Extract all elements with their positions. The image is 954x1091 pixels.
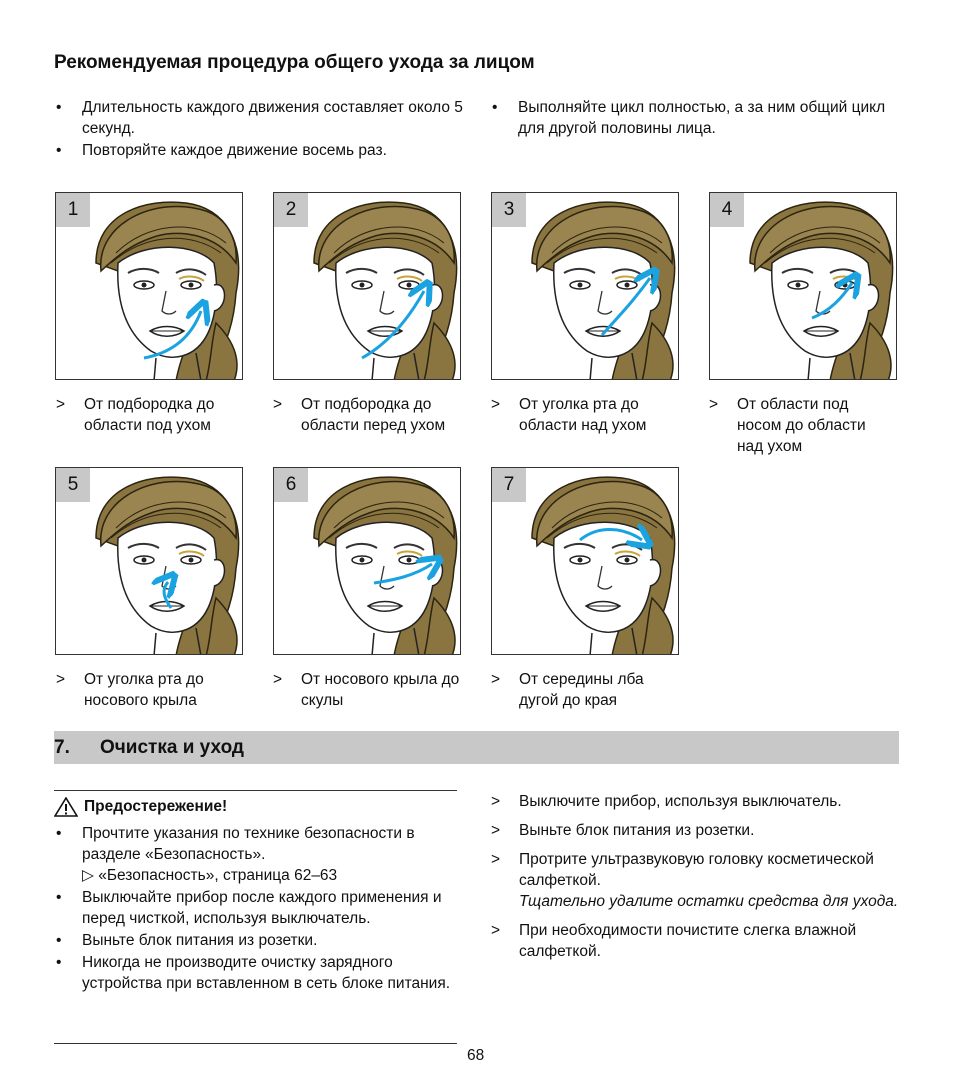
step-image-1 — [55, 192, 243, 380]
intro-item: • Повторяйте каждое движение восемь раз. — [54, 140, 474, 161]
intro-list-right — [490, 97, 910, 140]
caption-text: От подбородка до области под ухом — [84, 396, 215, 434]
caption-marker: > — [273, 671, 283, 688]
intro-list-left — [54, 97, 474, 162]
warning-item — [54, 823, 457, 886]
caption-marker: > — [491, 671, 501, 688]
warning-box — [54, 790, 457, 1044]
step-number: 5 — [56, 468, 90, 502]
warning-item: • Никогда не производите очистку зарядного устройства при вставленном в сеть блоке питания. — [54, 952, 457, 994]
step-number: 7 — [492, 468, 526, 502]
step-number: 3 — [492, 193, 526, 227]
step-image-7 — [491, 467, 679, 655]
step-marker: > — [491, 822, 501, 839]
caption-marker: > — [709, 396, 719, 413]
warning-list — [54, 823, 457, 995]
section-number: 7. — [54, 737, 70, 758]
step-marker: > — [491, 922, 501, 939]
warning-triangle-icon — [54, 797, 78, 817]
intro-item: • Выполняйте цикл полностью, а за ним общий цикл для другой половины лица. — [490, 97, 910, 139]
caption-text: От уголка рта до носового крыла — [84, 671, 204, 709]
caption-text: От подбородка до области перед ухом — [301, 396, 446, 434]
step-image-3 — [491, 192, 679, 380]
warning-item-text: Прочтите указания по технике безопасности в разделе «Безопасность». — [82, 825, 415, 863]
section-header — [54, 731, 899, 764]
warning-item: • Выньте блок питания из розетки. — [54, 930, 457, 951]
page-title: Рекомендуемая процедура общего ухода за лицом — [54, 52, 535, 73]
step-text: Выключите прибор, используя выключатель. — [519, 793, 842, 810]
step-image-5 — [55, 467, 243, 655]
step-text: При необходимости почистите слегка влажной салфеткой. — [519, 922, 857, 960]
caption-marker: > — [56, 671, 66, 688]
safety-reference[interactable] — [82, 867, 337, 884]
step-number: 4 — [710, 193, 744, 227]
cleaning-step — [491, 849, 901, 912]
warning-heading-text: Предостережение! — [84, 798, 228, 815]
intro-item: • Длительность каждого движения составляет около 5 секунд. — [54, 97, 474, 139]
step-marker: > — [491, 851, 501, 868]
caption-text: От области под носом до области над ухом — [737, 396, 866, 455]
step-image-2 — [273, 192, 461, 380]
warning-heading — [54, 797, 227, 817]
cleaning-step — [491, 920, 901, 962]
reference-arrow-icon: ▷ — [82, 867, 94, 884]
step-text: Протрите ультразвуковую головку косметической салфеткой. — [519, 851, 874, 889]
step-image-6 — [273, 467, 461, 655]
caption-text: От носового крыла до скулы — [301, 671, 460, 709]
step-number: 1 — [56, 193, 90, 227]
step-image-4 — [709, 192, 897, 380]
caption-text: От середины лба дугой до края — [519, 671, 644, 709]
reference-text: «Безопасность», страница 62–63 — [98, 867, 338, 884]
cleaning-steps — [491, 791, 901, 970]
step-number: 6 — [274, 468, 308, 502]
step-text: Выньте блок питания из розетки. — [519, 822, 755, 839]
cleaning-step — [491, 820, 901, 841]
caption-text: От уголка рта до области над ухом — [519, 396, 647, 434]
step-marker: > — [491, 793, 501, 810]
cleaning-step — [491, 791, 901, 812]
caption-marker: > — [273, 396, 283, 413]
caption-marker: > — [491, 396, 501, 413]
warning-item: • Выключайте прибор после каждого применения и перед чисткой, используя выключатель. — [54, 887, 457, 929]
step-note: Тщательно удалите остатки средства для ухода. — [519, 893, 899, 910]
page-number: 68 — [467, 1047, 485, 1064]
section-title: Очистка и уход — [100, 737, 244, 758]
caption-marker: > — [56, 396, 66, 413]
step-number: 2 — [274, 193, 308, 227]
